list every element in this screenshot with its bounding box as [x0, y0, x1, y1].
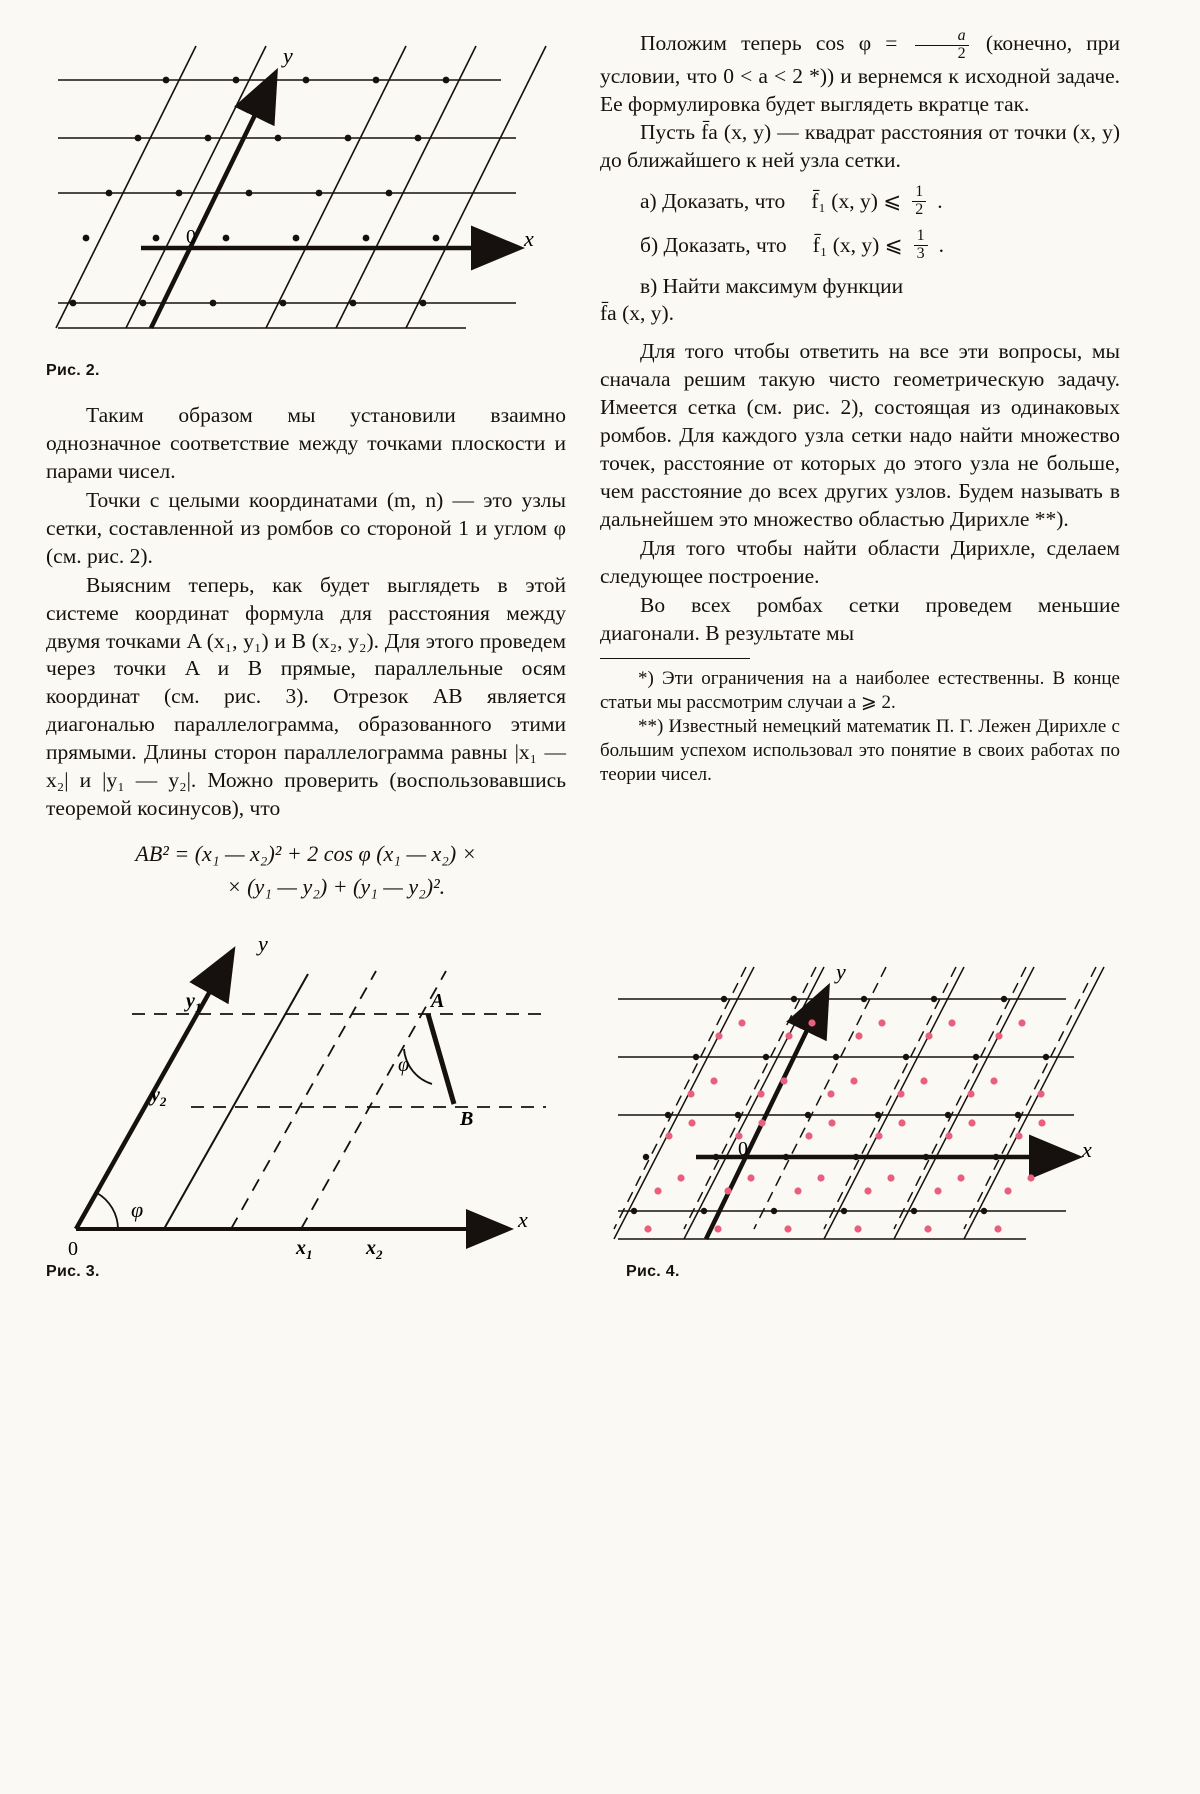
figure-3-y2-label: $y_2$ [151, 1084, 167, 1110]
figure-2-x-label: x [524, 226, 534, 251]
figure-3-x2-label: $x_2$ [366, 1237, 383, 1260]
fraction-numerator: a [915, 28, 969, 46]
figure-2-y-axis [151, 76, 274, 328]
fraction-denominator: 2 [915, 201, 924, 219]
figure-3-y-label: y [258, 931, 268, 957]
bottom-captions [46, 1259, 1154, 1281]
figure-4-graphic [596, 929, 1116, 1259]
footnote-2-text: **) Известный немецкий математик П. Г. Лежен Дирихле с большим успехом использовал это понятие в своих работах по теории чисел. [600, 716, 1120, 786]
formula-ab-squared [46, 837, 566, 903]
figure-4-origin-label: 0 [738, 1138, 748, 1161]
right-column [600, 28, 1120, 787]
paragraph-diagonals: Во всех ромбах сетки проведем меньшие диагонали. В результате мы [600, 592, 1120, 645]
figure-2-caption: Рис. 2. [46, 362, 100, 379]
cos-phi-text-b: (конечно, при условии, что 0 < a < 2 *)) и вернемся к исходной задаче. Ее формулировка будет выглядеть вкратце так. [600, 31, 1121, 116]
task-item-v [600, 273, 1120, 329]
task-a-label: а) Доказать, что [640, 189, 786, 214]
bottom-figures [46, 929, 1154, 1259]
figure-3-y1-label: $y_1$ [186, 990, 202, 1016]
task-b-label: б) Доказать, что [640, 232, 787, 257]
figure-4-x-label: x [1082, 1137, 1092, 1163]
figure-2 [46, 28, 566, 358]
fraction-a-over-2 [915, 28, 969, 63]
task-a-tail: . [937, 189, 943, 214]
figure-4-caption: Рис. 4. [626, 1263, 680, 1281]
task-a-expression: f̄₁ (x, y) ⩽ [811, 189, 902, 214]
paragraph-3: Выясним теперь, как будет выглядеть в этой системе координат формула для расстояния между двумя точками A (x₁, y₁) и B (x₂, y₂). Для этого проведем через точки A и B прямые, параллельные осям координат (см. рис. 3). Отрезок AB является диагональю параллелограмма, образованного этими прямыми. Длины сторон параллелограмма равны |x₁ — x₂| и |y₁ — y₂|. Можно проверить (воспользовавшись теоремой косинусов), что [46, 572, 566, 821]
footnote-1 [600, 667, 1120, 715]
paragraph-construction: Для того чтобы найти области Дирихле, сделаем следующее построение. [600, 535, 1120, 588]
figure-2-y-label: y [283, 43, 293, 68]
fraction-denominator: 3 [916, 244, 925, 262]
two-column-layout [46, 28, 1154, 903]
figure-3-caption: Рис. 3. [46, 1263, 100, 1281]
fraction-numerator: 1 [914, 228, 928, 246]
figure-3-phi-label-2: φ [398, 1054, 410, 1077]
task-v-label: в) Найти максимум функции [640, 273, 904, 298]
paragraph-2: Точки с целыми координатами (m, n) — это узлы сетки, составленной из ромбов со стороной 1 и углом φ (см. рис. 2). [46, 487, 566, 568]
paragraph-definition-f: Пусть f̄a (x, y) — квадрат расстояния от точки (x, y) до ближайшего к ней узла сетки. [600, 120, 1120, 173]
formula-line-1: AB² = (x₁ — x₂)² + 2 cos φ (x₁ — x₂) × [135, 841, 477, 867]
fraction-one-half [912, 184, 926, 219]
figure-3-phi-label: φ [131, 1197, 144, 1223]
figure-3-x-label: x [518, 1207, 528, 1233]
figure-3-point-B-label: B [460, 1108, 474, 1131]
figure-3-segment-AB [428, 1014, 454, 1104]
task-b-tail: . [938, 232, 945, 257]
figure-3-graphic [46, 929, 566, 1259]
paragraph-dirichlet-setup: Для того чтобы ответить на все эти вопросы, мы сначала решим такую чисто геометрическую задачу. Имеется сетка (см. рис. 2), состоящая из одинаковых ромбов. Для каждого узла сетки надо найти множество точек, расстояние от которых до этого узла не больше, чем расстояние до всех других узлов. Будем называть в дальнейшем это множество областью Дирихле **). [600, 339, 1120, 532]
figure-4-y-label: y [836, 959, 846, 985]
formula-line-2: × (y₁ — y₂) + (y₁ — y₂)². [226, 874, 446, 900]
figure-4 [596, 929, 1116, 1259]
figure-3-point-A-label: A [431, 990, 445, 1013]
task-b-expression: f̄₁ (x, y) ⩽ [812, 232, 903, 257]
task-item-b [600, 228, 1120, 263]
left-column [46, 28, 566, 903]
fraction-one-third [914, 228, 928, 263]
task-v-expression: f̄a (x, y). [600, 301, 675, 326]
figure-3-x1-label: $x_1$ [296, 1237, 313, 1260]
fraction-numerator: 1 [912, 184, 926, 202]
figure-2-origin-label: 0 [186, 226, 196, 248]
figure-3 [46, 929, 566, 1259]
footnote-1-text: *) Эти ограничения на a наиболее естественны. В конце статьи мы рассмотрим случаи a ⩾ 2. [600, 668, 1120, 714]
figure-2-graphic [46, 28, 566, 348]
figure-3-origin-label: 0 [68, 1238, 78, 1260]
footnote-2 [600, 715, 1120, 787]
paragraph-1: Таким образом мы установили взаимно однозначное соответствие между точками плоскости и парами чисел. [46, 403, 566, 483]
cos-phi-text-a: Положим теперь cos φ = [640, 31, 898, 56]
paragraph-cos-phi [600, 28, 1120, 118]
footnote-divider [600, 658, 750, 660]
fraction-denominator: 2 [957, 44, 966, 62]
task-item-a [600, 184, 1120, 219]
